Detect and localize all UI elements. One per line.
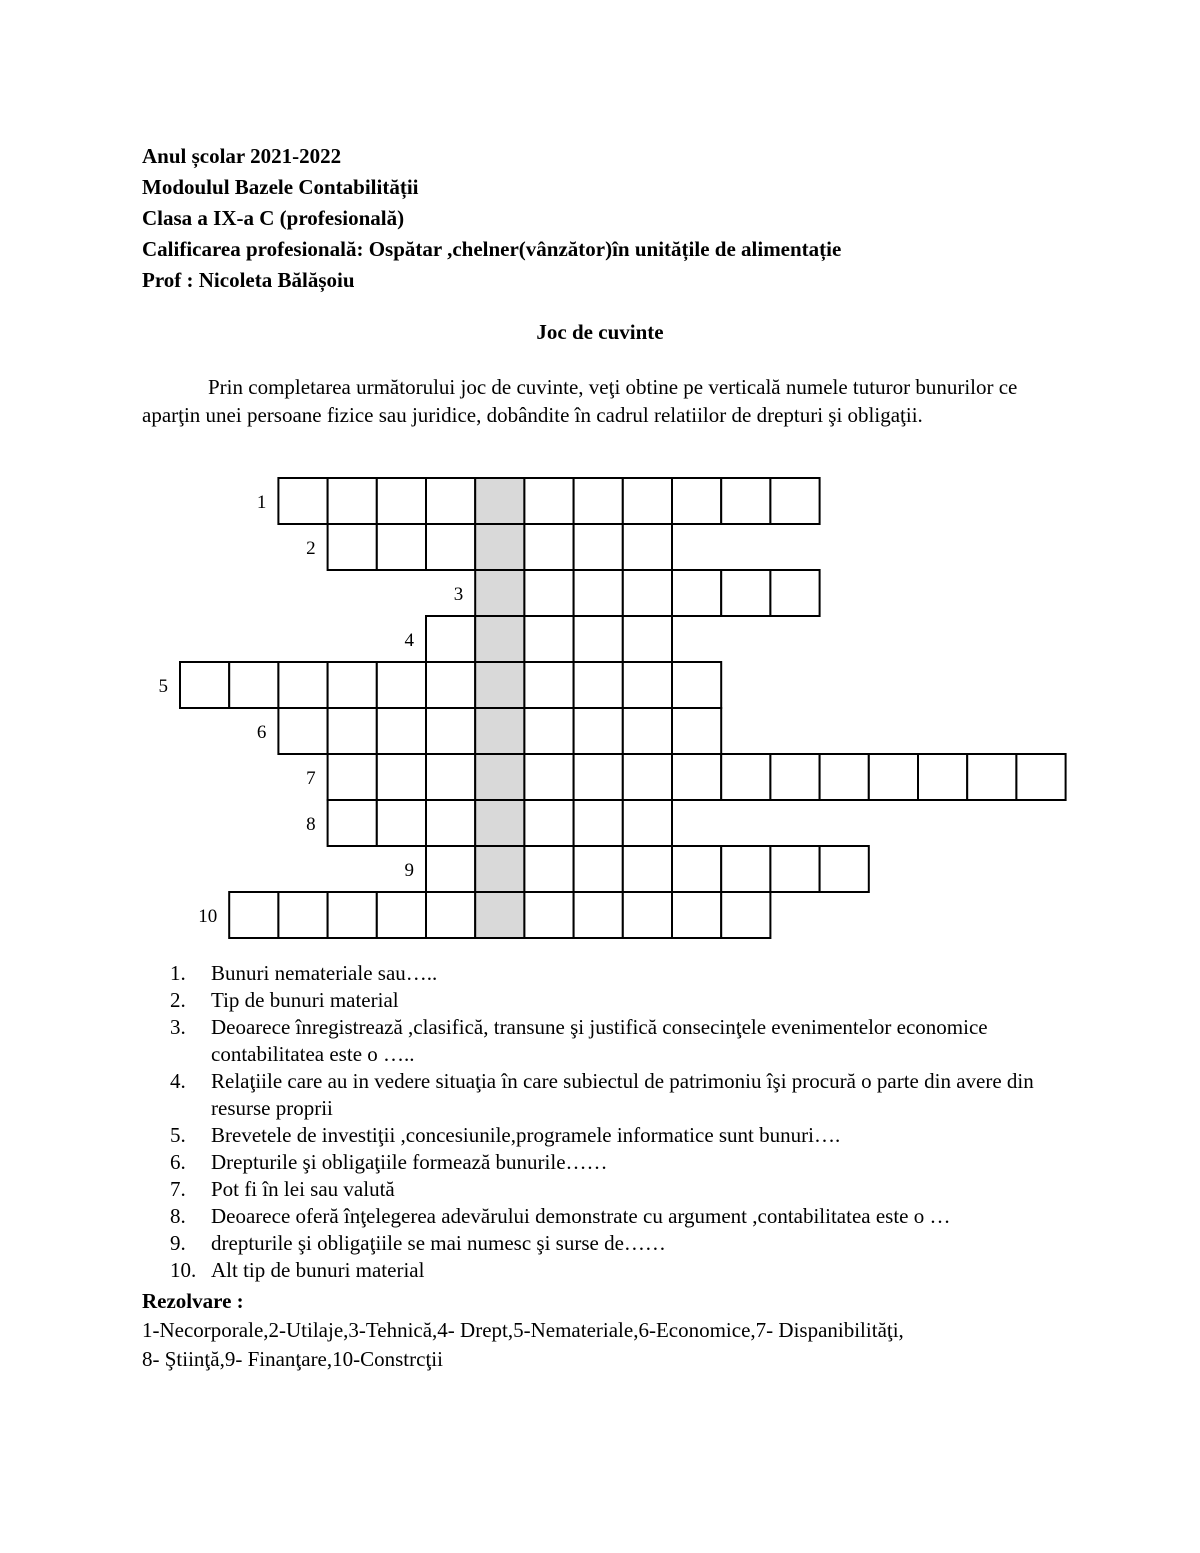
clue-text: Alt tip de bunuri material (211, 1258, 425, 1282)
crossword-cell[interactable] (574, 616, 623, 662)
crossword-cell[interactable] (524, 616, 573, 662)
crossword-cell[interactable] (524, 524, 573, 570)
clue-item (170, 987, 1070, 1014)
crossword-cell[interactable] (377, 892, 426, 938)
crossword-cell[interactable] (377, 662, 426, 708)
crossword-cell[interactable] (524, 662, 573, 708)
crossword-cell[interactable] (426, 708, 475, 754)
crossword-cell[interactable] (278, 892, 327, 938)
crossword-cell[interactable] (721, 754, 770, 800)
crossword-cell[interactable] (328, 892, 377, 938)
crossword-cell[interactable] (574, 478, 623, 524)
solution-line-2: 8- Ştiinţă,9- Finanţare,10-Constrcţii (142, 1347, 443, 1371)
crossword-row-number: 6 (256, 722, 267, 743)
crossword-cell[interactable] (721, 846, 770, 892)
clue-number: 8. (170, 1204, 186, 1228)
crossword-cell-highlighted[interactable] (475, 570, 524, 616)
clue-item (170, 1149, 1070, 1176)
clue-list (170, 960, 1070, 1284)
intro-paragraph: Prin completarea următorului joc de cuvinte, veţi obtine pe verticală numele tuturor bunurilor ce aparţin unei persoane fizice sau juridice, dobândite în cadrul relatiilor de drepturi şi obligaţii. (142, 375, 1018, 427)
solution-section (142, 1287, 904, 1374)
document-header (142, 141, 841, 296)
clue-number: 6. (170, 1150, 186, 1174)
clue-item (170, 1176, 1070, 1203)
teacher-name: Prof : Nicoleta Bălășoiu (142, 268, 355, 292)
clue-text: Bunuri nemateriale sau….. (211, 961, 438, 985)
crossword-cell[interactable] (328, 800, 377, 846)
crossword-cell[interactable] (328, 478, 377, 524)
clue-number: 10. (170, 1258, 197, 1282)
clue-number: 1. (170, 961, 186, 985)
crossword-cell[interactable] (524, 800, 573, 846)
crossword-cell[interactable] (426, 478, 475, 524)
crossword-row-2 (306, 524, 672, 570)
crossword-cell[interactable] (524, 478, 573, 524)
crossword-row-6 (257, 708, 721, 754)
clue-item (170, 1257, 1070, 1284)
crossword-cell[interactable] (623, 754, 672, 800)
crossword-cell[interactable] (623, 662, 672, 708)
crossword-cell[interactable] (426, 616, 475, 662)
crossword-cell[interactable] (672, 708, 721, 754)
crossword-cell[interactable] (672, 754, 721, 800)
crossword-row-number: 10 (198, 906, 218, 927)
crossword-cell-highlighted[interactable] (475, 662, 524, 708)
qualification: Calificarea profesională: Ospătar ,chelner(vânzător)în unitățile de alimentație (142, 237, 842, 261)
crossword-cell[interactable] (820, 846, 869, 892)
crossword-cell[interactable] (328, 524, 377, 570)
crossword-cell[interactable] (623, 570, 672, 616)
crossword-cell[interactable] (426, 524, 475, 570)
crossword-cell-highlighted[interactable] (475, 708, 524, 754)
clue-text: Pot fi în lei sau valută (211, 1177, 395, 1201)
clue-text: Drepturile şi obligaţiile formează bunurile…… (211, 1150, 608, 1174)
crossword-cell-highlighted[interactable] (475, 800, 524, 846)
clue-number: 7. (170, 1177, 186, 1201)
crossword-cell[interactable] (574, 708, 623, 754)
crossword-cell[interactable] (278, 708, 327, 754)
crossword-cell[interactable] (328, 662, 377, 708)
crossword-row-1 (257, 478, 820, 524)
crossword-cell[interactable] (672, 478, 721, 524)
crossword-cell[interactable] (672, 892, 721, 938)
crossword-row-5 (159, 662, 722, 708)
crossword-row-number: 7 (306, 768, 316, 789)
crossword-row-7 (306, 754, 1066, 800)
clue-number: 4. (170, 1069, 186, 1093)
crossword-cell[interactable] (721, 478, 770, 524)
crossword-cell[interactable] (229, 662, 278, 708)
crossword-cell[interactable] (820, 754, 869, 800)
crossword-row-8 (306, 800, 672, 846)
crossword-cell[interactable] (967, 754, 1016, 800)
school-year: Anul școlar 2021-2022 (142, 144, 342, 168)
clue-item (170, 1230, 1070, 1257)
crossword-cell[interactable] (524, 892, 573, 938)
crossword-cell[interactable] (524, 708, 573, 754)
crossword-row-number: 9 (404, 860, 414, 881)
clue-item (170, 960, 1070, 987)
crossword-cell[interactable] (278, 662, 327, 708)
crossword-cell[interactable] (426, 754, 475, 800)
crossword-cell[interactable] (770, 478, 819, 524)
crossword-cell[interactable] (623, 800, 672, 846)
crossword-cell[interactable] (721, 892, 770, 938)
crossword-cell[interactable] (574, 846, 623, 892)
crossword-cell-highlighted[interactable] (475, 754, 524, 800)
crossword-cell[interactable] (672, 662, 721, 708)
clue-text: Brevetele de investiţii ,concesiunile,programele informatice sunt bunuri…. (211, 1123, 841, 1147)
crossword-cell[interactable] (623, 524, 672, 570)
crossword-cell[interactable] (574, 662, 623, 708)
crossword-cell[interactable] (574, 892, 623, 938)
crossword-cell[interactable] (377, 524, 426, 570)
clue-item (170, 1122, 1070, 1149)
crossword-cell[interactable] (328, 708, 377, 754)
crossword-cell[interactable] (574, 800, 623, 846)
solution-line-1: 1-Necorporale,2-Utilaje,3-Tehnică,4- Drept,5-Nemateriale,6-Economice,7- Dispanibilităţi, (142, 1318, 904, 1342)
crossword-cell[interactable] (574, 524, 623, 570)
crossword-cell[interactable] (1016, 754, 1065, 800)
clue-text: Deoarece oferă înţelegerea adevărului demonstrate cu argument ,contabilitatea este o … (211, 1204, 951, 1228)
crossword-cell[interactable] (377, 708, 426, 754)
crossword-cell[interactable] (869, 754, 918, 800)
clue-text: Tip de bunuri material (211, 988, 399, 1012)
class-name: Clasa a IX-a C (profesională) (142, 206, 405, 230)
crossword-cell[interactable] (623, 478, 672, 524)
clue-item (170, 1068, 1070, 1122)
crossword-row-number: 8 (306, 814, 316, 835)
crossword-row-number: 5 (158, 676, 168, 697)
crossword-cell[interactable] (770, 846, 819, 892)
crossword-cell[interactable] (574, 754, 623, 800)
crossword-cell[interactable] (278, 478, 327, 524)
crossword-cell[interactable] (623, 892, 672, 938)
crossword-cell[interactable] (377, 478, 426, 524)
clue-number: 9. (170, 1231, 186, 1255)
crossword-cell[interactable] (180, 662, 229, 708)
crossword-cell[interactable] (770, 754, 819, 800)
crossword-cell[interactable] (623, 616, 672, 662)
crossword-row-3 (454, 570, 820, 616)
crossword-row-10 (198, 892, 770, 938)
clue-number: 2. (170, 988, 186, 1012)
module-name: Modoulul Bazele Contabilității (142, 175, 419, 199)
crossword-cell[interactable] (918, 754, 967, 800)
crossword-row-number: 2 (306, 538, 316, 559)
crossword-cell[interactable] (426, 662, 475, 708)
crossword-row-9 (405, 846, 869, 892)
crossword-cell[interactable] (524, 754, 573, 800)
crossword-cell[interactable] (377, 754, 426, 800)
crossword-cell-highlighted[interactable] (475, 846, 524, 892)
clue-number: 3. (170, 1015, 186, 1039)
crossword-cell[interactable] (524, 570, 573, 616)
crossword-row-number: 4 (404, 630, 414, 651)
crossword-cell[interactable] (426, 892, 475, 938)
crossword-cell[interactable] (574, 570, 623, 616)
crossword-row-4 (405, 616, 673, 662)
crossword-cell[interactable] (770, 570, 819, 616)
clue-item (170, 1203, 1070, 1230)
crossword-cell[interactable] (623, 708, 672, 754)
page-title: Joc de cuvinte (536, 320, 664, 344)
crossword-cell[interactable] (426, 800, 475, 846)
crossword-cell[interactable] (623, 846, 672, 892)
crossword-cell-highlighted[interactable] (475, 524, 524, 570)
clue-item (170, 1014, 1070, 1068)
crossword-cell-highlighted[interactable] (475, 478, 524, 524)
solution-title: Rezolvare : (142, 1289, 244, 1313)
clue-text: Deoarece înregistrează ,clasifică, transune şi justifică consecinţele evenimentelor economice contabilitatea este o ….. (211, 1015, 988, 1066)
crossword-row-number: 1 (256, 492, 267, 513)
crossword-cell[interactable] (524, 846, 573, 892)
clue-text: drepturile şi obligaţiile se mai numesc şi surse de…… (211, 1231, 666, 1255)
crossword-row-number: 3 (453, 584, 464, 605)
crossword-cell[interactable] (229, 892, 278, 938)
crossword-cell[interactable] (377, 800, 426, 846)
crossword-cell[interactable] (426, 846, 475, 892)
crossword-cell-highlighted[interactable] (475, 616, 524, 662)
crossword-cell-highlighted[interactable] (475, 892, 524, 938)
crossword-cell[interactable] (721, 570, 770, 616)
clue-text: Relaţiile care au in vedere situaţia în care subiectul de patrimoniu îşi procură o parte din avere din resurse proprii (211, 1069, 1034, 1120)
crossword-cell[interactable] (672, 570, 721, 616)
crossword-cell[interactable] (672, 846, 721, 892)
clue-number: 5. (170, 1123, 186, 1147)
crossword-cell[interactable] (328, 754, 377, 800)
